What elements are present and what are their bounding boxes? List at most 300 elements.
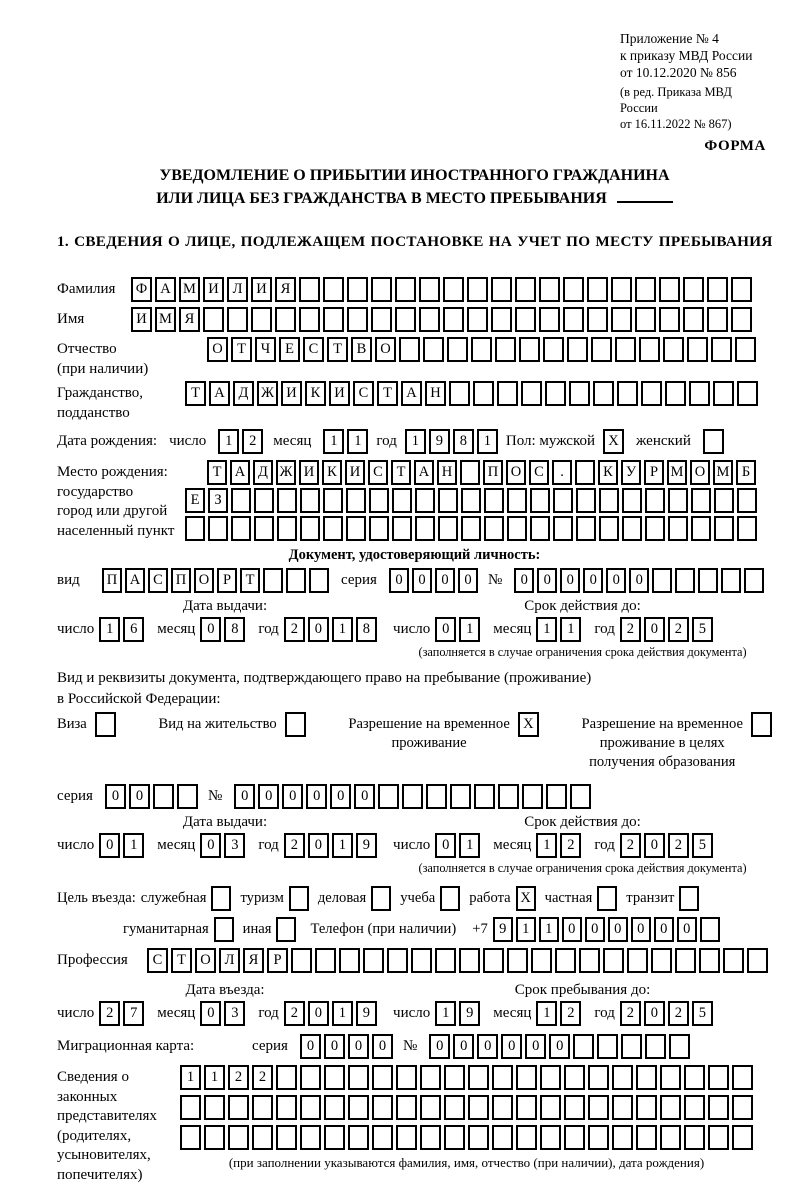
form-cell[interactable] <box>426 784 447 809</box>
form-cell[interactable] <box>420 1095 441 1120</box>
form-cell[interactable]: 0 <box>330 784 351 809</box>
form-cell[interactable]: 0 <box>354 784 375 809</box>
form-cell[interactable] <box>751 712 772 737</box>
form-cell[interactable]: 1 <box>459 617 480 642</box>
form-cell[interactable] <box>411 948 432 973</box>
form-cell[interactable]: 0 <box>282 784 303 809</box>
form-cell[interactable] <box>684 1065 705 1090</box>
form-cell[interactable]: Я <box>179 307 200 332</box>
form-cell[interactable] <box>228 1125 249 1150</box>
form-cell[interactable] <box>252 1125 273 1150</box>
form-cell[interactable]: М <box>155 307 176 332</box>
form-cell[interactable]: И <box>345 460 365 485</box>
form-cell[interactable]: К <box>598 460 618 485</box>
form-cell[interactable] <box>276 1095 297 1120</box>
form-cell[interactable] <box>299 307 320 332</box>
form-cell[interactable] <box>396 1065 417 1090</box>
form-cell[interactable] <box>277 516 297 541</box>
form-cell[interactable] <box>587 307 608 332</box>
form-cell[interactable]: 5 <box>692 1001 713 1026</box>
form-cell[interactable] <box>492 1125 513 1150</box>
form-cell[interactable]: Т <box>240 568 260 593</box>
form-cell[interactable] <box>423 337 444 362</box>
form-cell[interactable] <box>415 488 435 513</box>
form-cell[interactable] <box>309 568 329 593</box>
form-cell[interactable]: 1 <box>560 617 581 642</box>
form-cell[interactable] <box>438 488 458 513</box>
form-cell[interactable] <box>732 1095 753 1120</box>
form-cell[interactable] <box>347 277 368 302</box>
form-cell[interactable]: Т <box>391 460 411 485</box>
form-cell[interactable]: 0 <box>372 1034 393 1059</box>
form-cell[interactable]: Ж <box>276 460 296 485</box>
form-cell[interactable]: 0 <box>562 917 582 942</box>
form-cell[interactable]: Ч <box>255 337 276 362</box>
form-cell[interactable]: К <box>305 381 326 406</box>
form-cell[interactable] <box>289 886 309 911</box>
form-cell[interactable]: 2 <box>99 1001 120 1026</box>
form-cell[interactable] <box>254 516 274 541</box>
form-cell[interactable]: Е <box>279 337 300 362</box>
form-cell[interactable] <box>747 948 768 973</box>
form-cell[interactable] <box>597 886 617 911</box>
form-cell[interactable] <box>507 488 527 513</box>
form-cell[interactable] <box>450 784 471 809</box>
form-cell[interactable]: 1 <box>516 917 536 942</box>
form-cell[interactable] <box>714 488 734 513</box>
form-cell[interactable] <box>687 337 708 362</box>
form-cell[interactable]: К <box>322 460 342 485</box>
form-cell[interactable] <box>492 1095 513 1120</box>
form-cell[interactable] <box>543 337 564 362</box>
form-cell[interactable] <box>449 381 470 406</box>
form-cell[interactable]: 0 <box>435 833 456 858</box>
form-cell[interactable]: 2 <box>284 1001 305 1026</box>
form-cell[interactable] <box>204 1125 225 1150</box>
form-cell[interactable]: 1 <box>332 617 353 642</box>
form-cell[interactable] <box>507 948 528 973</box>
form-cell[interactable] <box>387 948 408 973</box>
form-cell[interactable] <box>732 1065 753 1090</box>
form-cell[interactable] <box>522 784 543 809</box>
form-cell[interactable] <box>395 307 416 332</box>
form-cell[interactable] <box>204 1095 225 1120</box>
form-cell[interactable]: 9 <box>459 1001 480 1026</box>
form-cell[interactable]: 2 <box>560 1001 581 1026</box>
form-cell[interactable]: 0 <box>453 1034 474 1059</box>
form-cell[interactable] <box>641 381 662 406</box>
form-cell[interactable] <box>588 1095 609 1120</box>
form-cell[interactable] <box>539 277 560 302</box>
form-cell[interactable] <box>593 381 614 406</box>
form-cell[interactable] <box>484 516 504 541</box>
form-cell[interactable]: 0 <box>308 1001 329 1026</box>
form-cell[interactable] <box>587 277 608 302</box>
form-cell[interactable]: И <box>251 277 272 302</box>
form-cell[interactable] <box>617 381 638 406</box>
form-cell[interactable] <box>737 381 758 406</box>
form-cell[interactable] <box>399 337 420 362</box>
form-cell[interactable] <box>575 460 595 485</box>
form-cell[interactable] <box>679 886 699 911</box>
form-cell[interactable] <box>660 1065 681 1090</box>
form-cell[interactable] <box>468 1095 489 1120</box>
form-cell[interactable] <box>588 1065 609 1090</box>
form-cell[interactable]: Д <box>233 381 254 406</box>
form-cell[interactable] <box>699 948 720 973</box>
form-cell[interactable] <box>737 516 757 541</box>
form-cell[interactable] <box>645 1034 666 1059</box>
form-cell[interactable]: 7 <box>123 1001 144 1026</box>
form-cell[interactable]: 1 <box>405 429 426 454</box>
form-cell[interactable]: А <box>414 460 434 485</box>
form-cell[interactable] <box>652 568 672 593</box>
form-cell[interactable] <box>516 1125 537 1150</box>
form-cell[interactable] <box>731 307 752 332</box>
form-cell[interactable]: 8 <box>224 617 245 642</box>
form-cell[interactable] <box>277 488 297 513</box>
form-cell[interactable] <box>521 381 542 406</box>
form-cell[interactable] <box>683 307 704 332</box>
form-cell[interactable] <box>396 1095 417 1120</box>
form-cell[interactable] <box>651 948 672 973</box>
form-cell[interactable]: 8 <box>453 429 474 454</box>
form-cell[interactable]: О <box>194 568 214 593</box>
form-cell[interactable] <box>635 307 656 332</box>
form-cell[interactable] <box>744 568 764 593</box>
form-cell[interactable]: 0 <box>501 1034 522 1059</box>
form-cell[interactable] <box>395 277 416 302</box>
form-cell[interactable] <box>723 948 744 973</box>
form-cell[interactable] <box>402 784 423 809</box>
form-cell[interactable]: 0 <box>458 568 478 593</box>
form-cell[interactable] <box>444 1065 465 1090</box>
form-cell[interactable] <box>564 1095 585 1120</box>
form-cell[interactable] <box>419 277 440 302</box>
form-cell[interactable] <box>231 516 251 541</box>
form-cell[interactable]: 1 <box>536 833 557 858</box>
form-cell[interactable] <box>324 1125 345 1150</box>
form-cell[interactable] <box>591 337 612 362</box>
form-cell[interactable]: Л <box>227 277 248 302</box>
form-cell[interactable]: 1 <box>99 617 120 642</box>
form-cell[interactable] <box>615 337 636 362</box>
form-cell[interactable] <box>467 277 488 302</box>
form-cell[interactable] <box>516 1065 537 1090</box>
form-cell[interactable]: О <box>195 948 216 973</box>
form-cell[interactable] <box>323 516 343 541</box>
form-cell[interactable] <box>714 516 734 541</box>
form-cell[interactable]: С <box>148 568 168 593</box>
form-cell[interactable] <box>612 1125 633 1150</box>
form-cell[interactable] <box>711 337 732 362</box>
form-cell[interactable] <box>732 1125 753 1150</box>
form-cell[interactable]: И <box>329 381 350 406</box>
form-cell[interactable] <box>700 917 720 942</box>
form-cell[interactable] <box>347 307 368 332</box>
form-cell[interactable] <box>339 948 360 973</box>
form-cell[interactable] <box>227 307 248 332</box>
form-cell[interactable] <box>573 1034 594 1059</box>
form-cell[interactable]: Ж <box>257 381 278 406</box>
form-cell[interactable]: 2 <box>620 833 641 858</box>
form-cell[interactable] <box>461 488 481 513</box>
form-cell[interactable]: 0 <box>549 1034 570 1059</box>
form-cell[interactable] <box>707 307 728 332</box>
form-cell[interactable] <box>621 1034 642 1059</box>
form-cell[interactable] <box>484 488 504 513</box>
form-cell[interactable] <box>371 886 391 911</box>
form-cell[interactable]: 3 <box>224 833 245 858</box>
form-cell[interactable] <box>703 429 724 454</box>
form-cell[interactable]: 0 <box>306 784 327 809</box>
form-cell[interactable] <box>371 307 392 332</box>
form-cell[interactable]: 0 <box>608 917 628 942</box>
form-cell[interactable]: П <box>171 568 191 593</box>
form-cell[interactable] <box>683 277 704 302</box>
form-cell[interactable]: Н <box>437 460 457 485</box>
form-cell[interactable] <box>576 488 596 513</box>
form-cell[interactable] <box>438 516 458 541</box>
form-cell[interactable] <box>539 307 560 332</box>
form-cell[interactable]: 1 <box>123 833 144 858</box>
form-cell[interactable] <box>300 488 320 513</box>
form-cell[interactable] <box>515 307 536 332</box>
form-cell[interactable]: О <box>506 460 526 485</box>
form-cell[interactable] <box>645 488 665 513</box>
form-cell[interactable] <box>579 948 600 973</box>
form-cell[interactable]: 0 <box>654 917 674 942</box>
form-cell[interactable]: 1 <box>332 833 353 858</box>
form-cell[interactable]: 0 <box>200 833 221 858</box>
form-cell[interactable] <box>371 277 392 302</box>
form-cell[interactable]: 9 <box>356 1001 377 1026</box>
form-cell[interactable]: Н <box>425 381 446 406</box>
form-cell[interactable] <box>276 917 296 942</box>
form-cell[interactable]: Т <box>185 381 206 406</box>
form-cell[interactable] <box>300 1125 321 1150</box>
form-cell[interactable] <box>180 1095 201 1120</box>
form-cell[interactable]: 9 <box>356 833 377 858</box>
form-cell[interactable]: 0 <box>644 617 665 642</box>
form-cell[interactable]: 0 <box>583 568 603 593</box>
form-cell[interactable]: 0 <box>629 568 649 593</box>
form-cell[interactable] <box>636 1125 657 1150</box>
form-cell[interactable]: 2 <box>668 617 689 642</box>
form-cell[interactable] <box>563 277 584 302</box>
form-cell[interactable]: С <box>303 337 324 362</box>
form-cell[interactable]: 0 <box>525 1034 546 1059</box>
form-cell[interactable] <box>346 488 366 513</box>
form-cell[interactable] <box>460 460 480 485</box>
form-cell[interactable] <box>698 568 718 593</box>
form-cell[interactable]: 2 <box>242 429 263 454</box>
form-cell[interactable] <box>540 1125 561 1150</box>
form-cell[interactable] <box>570 784 591 809</box>
form-cell[interactable] <box>208 516 228 541</box>
form-cell[interactable] <box>564 1065 585 1090</box>
form-cell[interactable]: 0 <box>308 833 329 858</box>
form-cell[interactable]: 2 <box>228 1065 249 1090</box>
form-cell[interactable]: Я <box>243 948 264 973</box>
form-cell[interactable] <box>545 381 566 406</box>
form-cell[interactable]: А <box>230 460 250 485</box>
form-cell[interactable]: Т <box>231 337 252 362</box>
form-cell[interactable]: Б <box>736 460 756 485</box>
form-cell[interactable] <box>444 1125 465 1150</box>
form-cell[interactable] <box>639 337 660 362</box>
form-cell[interactable]: 1 <box>347 429 368 454</box>
form-cell[interactable] <box>461 516 481 541</box>
form-cell[interactable] <box>708 1125 729 1150</box>
form-cell[interactable]: 0 <box>129 784 150 809</box>
form-cell[interactable] <box>659 307 680 332</box>
form-cell[interactable] <box>731 277 752 302</box>
form-cell[interactable] <box>516 1095 537 1120</box>
form-cell[interactable]: 2 <box>284 617 305 642</box>
form-cell[interactable] <box>324 1095 345 1120</box>
form-cell[interactable]: 3 <box>224 1001 245 1026</box>
form-cell[interactable] <box>708 1065 729 1090</box>
form-cell[interactable]: X <box>516 886 536 911</box>
form-cell[interactable]: Е <box>185 488 205 513</box>
form-cell[interactable]: Р <box>217 568 237 593</box>
form-cell[interactable]: А <box>401 381 422 406</box>
form-cell[interactable]: П <box>483 460 503 485</box>
form-cell[interactable] <box>252 1095 273 1120</box>
form-cell[interactable] <box>707 277 728 302</box>
form-cell[interactable] <box>737 488 757 513</box>
form-cell[interactable]: 5 <box>692 833 713 858</box>
form-cell[interactable] <box>659 277 680 302</box>
form-cell[interactable]: 2 <box>560 833 581 858</box>
form-cell[interactable] <box>214 917 234 942</box>
form-cell[interactable]: 2 <box>620 1001 641 1026</box>
form-cell[interactable]: 1 <box>180 1065 201 1090</box>
form-cell[interactable] <box>474 784 495 809</box>
form-cell[interactable]: И <box>281 381 302 406</box>
form-cell[interactable] <box>599 516 619 541</box>
form-cell[interactable]: 1 <box>435 1001 456 1026</box>
form-cell[interactable] <box>419 307 440 332</box>
form-cell[interactable] <box>612 1095 633 1120</box>
form-cell[interactable] <box>636 1095 657 1120</box>
form-cell[interactable] <box>530 488 550 513</box>
form-cell[interactable] <box>467 307 488 332</box>
form-cell[interactable] <box>348 1125 369 1150</box>
form-cell[interactable] <box>392 516 412 541</box>
form-cell[interactable] <box>498 784 519 809</box>
form-cell[interactable] <box>611 307 632 332</box>
form-cell[interactable] <box>471 337 492 362</box>
form-cell[interactable] <box>440 886 460 911</box>
form-cell[interactable] <box>713 381 734 406</box>
form-cell[interactable] <box>497 381 518 406</box>
form-cell[interactable]: 0 <box>300 1034 321 1059</box>
form-cell[interactable] <box>636 1065 657 1090</box>
form-cell[interactable] <box>231 488 251 513</box>
form-cell[interactable]: И <box>131 307 152 332</box>
form-cell[interactable]: О <box>690 460 710 485</box>
form-cell[interactable] <box>348 1095 369 1120</box>
form-cell[interactable] <box>721 568 741 593</box>
form-cell[interactable]: Т <box>327 337 348 362</box>
form-cell[interactable] <box>627 948 648 973</box>
form-cell[interactable]: С <box>147 948 168 973</box>
form-cell[interactable] <box>473 381 494 406</box>
form-cell[interactable]: . <box>552 460 572 485</box>
form-cell[interactable] <box>567 337 588 362</box>
form-cell[interactable]: З <box>208 488 228 513</box>
form-cell[interactable] <box>443 307 464 332</box>
form-cell[interactable]: 1 <box>459 833 480 858</box>
form-cell[interactable]: 1 <box>539 917 559 942</box>
form-cell[interactable] <box>675 568 695 593</box>
form-cell[interactable]: 9 <box>493 917 513 942</box>
form-cell[interactable] <box>153 784 174 809</box>
form-cell[interactable] <box>597 1034 618 1059</box>
form-cell[interactable] <box>324 1065 345 1090</box>
form-cell[interactable] <box>675 948 696 973</box>
form-cell[interactable]: Т <box>207 460 227 485</box>
form-cell[interactable]: М <box>713 460 733 485</box>
form-cell[interactable]: И <box>299 460 319 485</box>
form-cell[interactable]: Р <box>267 948 288 973</box>
form-cell[interactable]: 0 <box>644 833 665 858</box>
form-cell[interactable] <box>553 488 573 513</box>
form-cell[interactable] <box>300 516 320 541</box>
form-cell[interactable] <box>177 784 198 809</box>
form-cell[interactable] <box>299 277 320 302</box>
form-cell[interactable] <box>612 1065 633 1090</box>
form-cell[interactable] <box>372 1065 393 1090</box>
form-cell[interactable] <box>622 516 642 541</box>
form-cell[interactable]: 2 <box>668 833 689 858</box>
form-cell[interactable] <box>668 516 688 541</box>
form-cell[interactable]: 0 <box>99 833 120 858</box>
form-cell[interactable] <box>576 516 596 541</box>
form-cell[interactable]: 0 <box>477 1034 498 1059</box>
form-cell[interactable] <box>348 1065 369 1090</box>
form-cell[interactable] <box>546 784 567 809</box>
form-cell[interactable]: В <box>351 337 372 362</box>
form-cell[interactable]: 6 <box>123 617 144 642</box>
form-cell[interactable] <box>668 488 688 513</box>
form-cell[interactable]: 2 <box>668 1001 689 1026</box>
form-cell[interactable] <box>564 1125 585 1150</box>
form-cell[interactable] <box>444 1095 465 1120</box>
form-cell[interactable]: 0 <box>429 1034 450 1059</box>
form-cell[interactable]: М <box>667 460 687 485</box>
form-cell[interactable]: 0 <box>308 617 329 642</box>
form-cell[interactable] <box>185 516 205 541</box>
form-cell[interactable] <box>415 516 435 541</box>
form-cell[interactable]: 0 <box>324 1034 345 1059</box>
form-cell[interactable]: М <box>179 277 200 302</box>
form-cell[interactable] <box>323 488 343 513</box>
form-cell[interactable] <box>515 277 536 302</box>
form-cell[interactable] <box>420 1125 441 1150</box>
form-cell[interactable]: 0 <box>435 617 456 642</box>
form-cell[interactable]: 0 <box>200 1001 221 1026</box>
form-cell[interactable] <box>323 307 344 332</box>
form-cell[interactable] <box>369 488 389 513</box>
form-cell[interactable]: Т <box>377 381 398 406</box>
form-cell[interactable]: 0 <box>348 1034 369 1059</box>
form-cell[interactable] <box>540 1095 561 1120</box>
form-cell[interactable] <box>531 948 552 973</box>
form-cell[interactable] <box>684 1125 705 1150</box>
